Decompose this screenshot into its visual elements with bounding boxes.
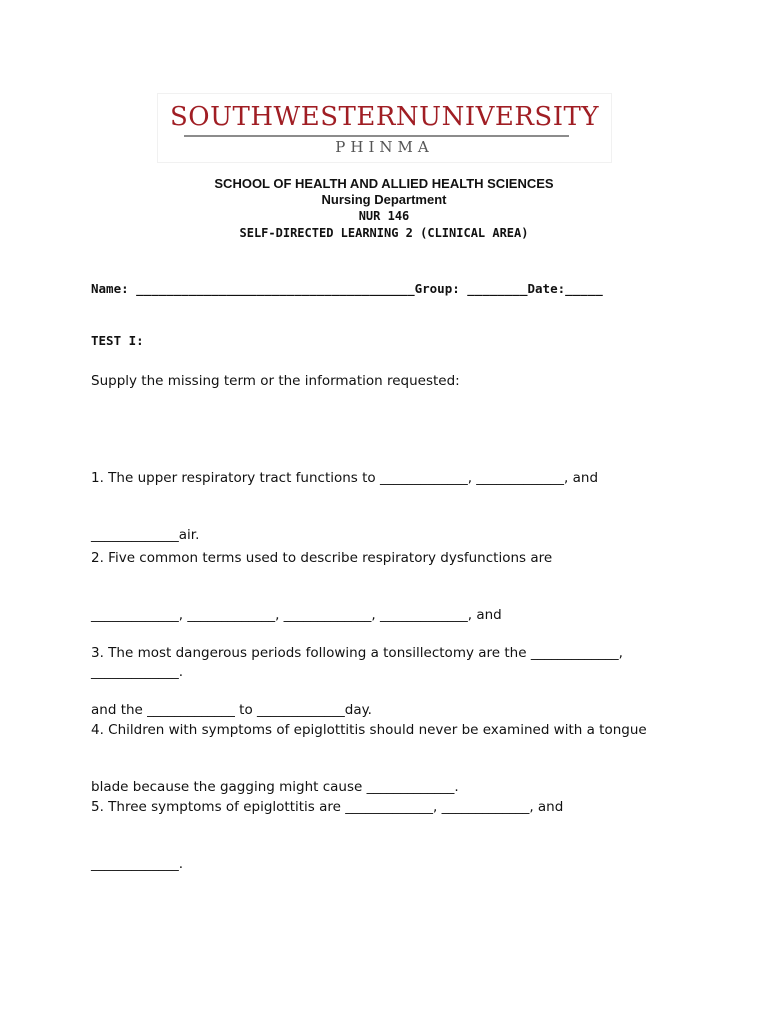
logo-subtitle: PHINMA <box>335 138 434 156</box>
test-heading: TEST I: <box>91 333 144 348</box>
question-line: _____________. <box>91 664 184 680</box>
document-title: SELF-DIRECTED LEARNING 2 (CLINICAL AREA) <box>239 226 529 240</box>
question-line: blade because the gagging might cause _____________. <box>91 779 459 795</box>
department-name: Nursing Department <box>321 192 447 207</box>
school-name: SCHOOL OF HEALTH AND ALLIED HEALTH SCIENCES <box>214 176 554 191</box>
question-line: and the _____________ to _____________day. <box>91 702 372 718</box>
question-5 <box>91 760 691 893</box>
question-line: 3. The most dangerous periods following a tonsillectomy are the _____________, <box>91 645 623 661</box>
question-line: 4. Children with symptoms of epiglottitis should never be examined with a tongue <box>91 722 647 738</box>
question-line: 1. The upper respiratory tract functions to _____________, _____________, and <box>91 470 599 486</box>
university-logo <box>157 93 612 163</box>
question-line: _____________. <box>91 856 184 872</box>
question-line: 5. Three symptoms of epiglottitis are _____________, _____________, and <box>91 799 564 815</box>
question-line: 2. Five common terms used to describe respiratory dysfunctions are <box>91 550 553 566</box>
question-line: _____________, _____________, _____________, _____________, and <box>91 607 502 623</box>
logo-wordmark: SOUTHWESTERNUNIVERSITY <box>169 102 600 132</box>
question-line: _____________air. <box>91 527 200 543</box>
logo-divider <box>184 135 569 137</box>
student-info-line: Name: _____________________________________Group: ________Date:_____ <box>91 281 603 296</box>
document-header <box>0 176 768 242</box>
course-code: NUR 146 <box>358 209 410 223</box>
instruction-text: Supply the missing term or the information requested: <box>91 373 460 389</box>
